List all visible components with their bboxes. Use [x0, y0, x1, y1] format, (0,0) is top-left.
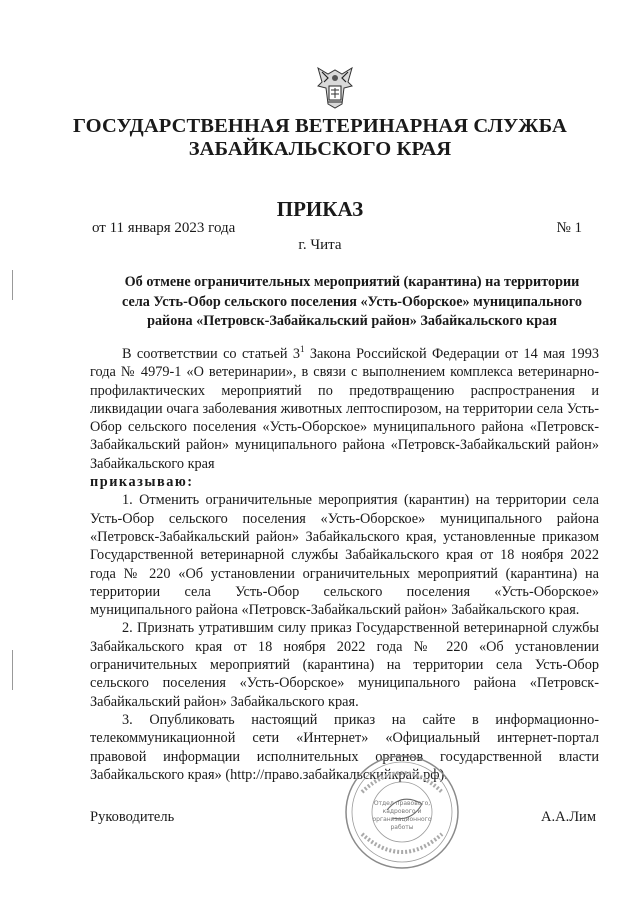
document-city: г. Чита: [298, 237, 342, 253]
margin-scan-mark: [12, 650, 13, 690]
organization-name-line2: ЗАБАЙКАЛЬСКОГО КРАЯ: [188, 138, 452, 160]
order-item: 2. Признать утратившим силу приказ Государственной ветеринарной службы Забайкальского края от 18 ноября 2022 года № 220 «Об установлении ограничительных мероприятий (карантина) на территории села Усть-Обор сельского поселения «Усть-Оборское» муниципального района «Петровск-Забайкальский район» Забайкальского края.: [90, 620, 599, 710]
document-subject: [96, 273, 608, 332]
document-number: № 1: [556, 220, 582, 236]
stamp-center-text: Отдел правового, кадрового и организационного работы: [372, 800, 432, 831]
subject-line: Об отмене ограничительных мероприятий (карантина) на территории: [124, 274, 580, 290]
organization-name-line1: ГОСУДАРСТВЕННАЯ ВЕТЕРИНАРНАЯ СЛУЖБА: [73, 115, 567, 137]
document-date: от 11 января 2023 года: [92, 220, 236, 236]
subject-line: села Усть-Обор сельского поселения «Усть-Оборское» муниципального: [122, 293, 582, 310]
subject-line: района «Петровск-Забайкальский район» Забайкальского края: [147, 313, 557, 329]
order-verb: приказываю:: [90, 474, 194, 491]
signer-position: Руководитель: [90, 809, 175, 825]
signer-name: А.А.Лим: [541, 809, 596, 825]
coat-of-arms-icon: [314, 64, 356, 110]
document-body: [90, 345, 599, 784]
order-item: 3. Опубликовать настоящий приказ на сайте в информационно-телекоммуникационной сети «Интернет» «Официальный интернет-портал правовой информации исполнительных органов государственной власти Забайкальского края» (http://право.забайкальскийкрай.рф).: [90, 711, 599, 783]
preamble-text-start: В соответствии со статьей 3: [122, 346, 300, 362]
margin-scan-mark: [12, 270, 13, 300]
preamble-text-end: Закона Российской Федерации от 14 мая 1993 года № 4979-1 «О ветеринарии», в связи с выполнением комплекса ветеринарно-профилактических мероприятий по предотвращению распространения и ликвидации очага заболевания животных лептоспирозом, на территории села Усть-Обор сельского поселения «Усть-Оборское» муниципального района «Петровск-Забайкальский район» муниципального района «Петровск-Забайкальский район» Забайкальского края: [90, 346, 599, 472]
order-verb-paragraph: [90, 473, 599, 491]
document-title: ПРИКАЗ: [276, 197, 364, 221]
preamble-paragraph: [90, 345, 599, 473]
order-item: 1. Отменить ограничительные мероприятия (карантин) на территории села Усть-Обор сельского поселения «Усть-Оборское» муниципального района «Петровск-Забайкальский район» Забайкальского края, установленные приказом Государственной ветеринарной службы Забайкальского края от 18 ноября 2022 года № 220 «Об установлении ограничительных мероприятий (карантина) на территории села Усть-Обор сельского поселения «Усть-Оборское» муниципального района «Петровск-Забайкальский район» Забайкальского края.: [90, 492, 599, 619]
article-superscript: 1: [300, 344, 305, 355]
